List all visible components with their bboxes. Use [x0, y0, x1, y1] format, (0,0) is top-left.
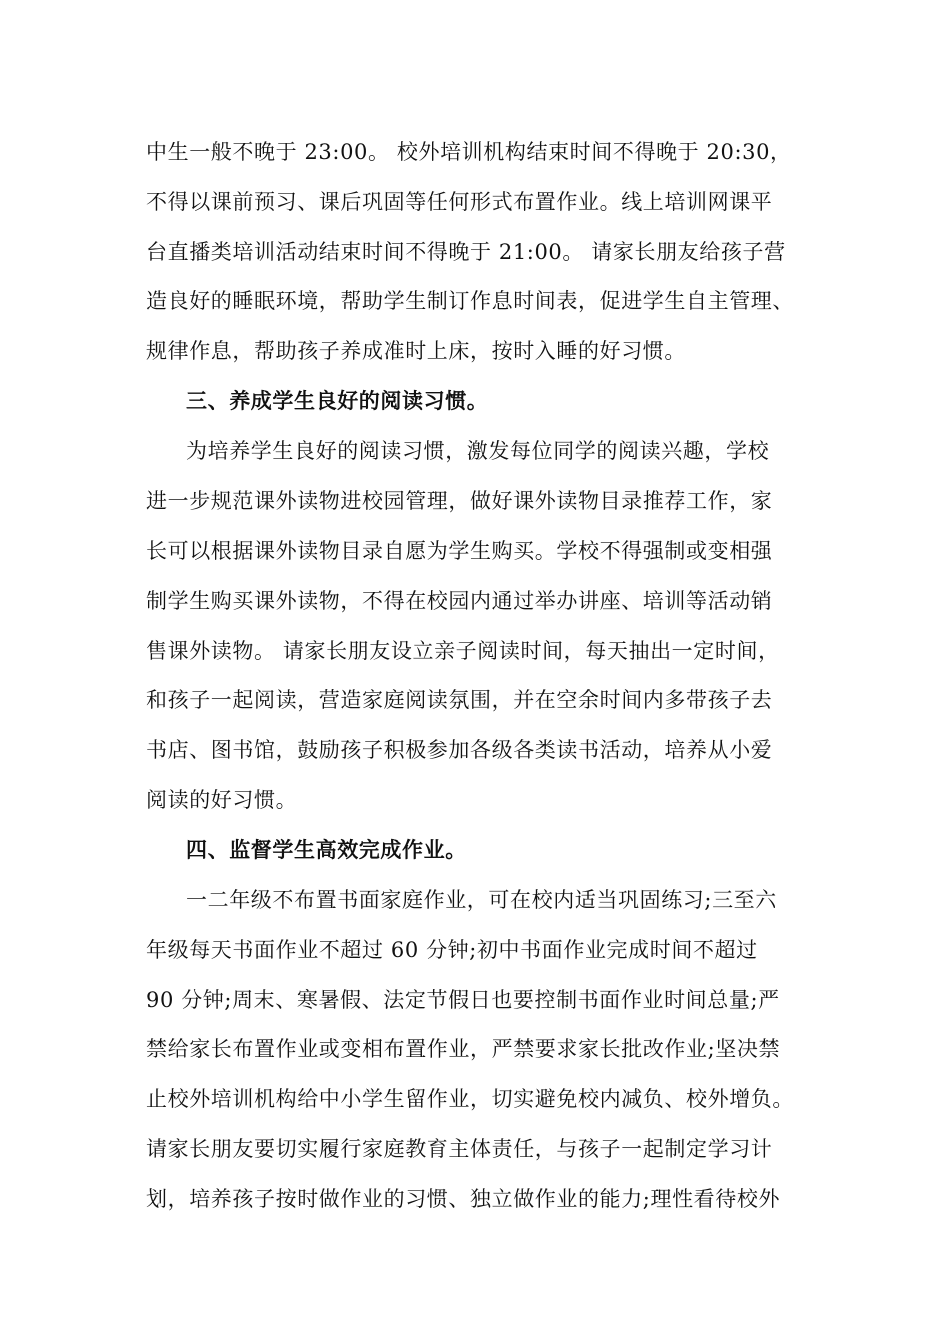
- section-heading-3: 三、养成学生良好的阅读习惯。: [186, 388, 489, 413]
- paragraph-line: 为培养学生良好的阅读习惯，激发每位同学的阅读兴趣，学校: [186, 439, 770, 463]
- paragraph-line: 进一步规范课外读物进校园管理，做好课外读物目录推荐工作，家: [146, 489, 773, 513]
- paragraph-line: 长可以根据课外读物目录自愿为学生购买。学校不得强制或变相强: [146, 539, 773, 563]
- paragraph-line: 90 分钟;周末、寒暑假、法定节假日也要控制书面作业时间总量;严: [146, 988, 780, 1012]
- paragraph-line: 请家长朋友要切实履行家庭教育主体责任，与孩子一起制定学习计: [146, 1137, 773, 1161]
- paragraph-line: 阅读的好习惯。: [146, 788, 298, 812]
- paragraph-line: 书店、图书馆，鼓励孩子积极参加各级各类读书活动，培养从小爱: [146, 738, 773, 762]
- paragraph-line: 年级每天书面作业不超过 60 分钟;初中书面作业完成时间不超过: [146, 938, 758, 962]
- paragraph-line: 售课外读物。 请家长朋友设立亲子阅读时间，每天抽出一定时间，: [146, 639, 780, 663]
- paragraph-line: 台直播类培训活动结束时间不得晚于 21:00。 请家长朋友给孩子营: [146, 240, 786, 264]
- paragraph-line: 和孩子一起阅读，营造家庭阅读氛围，并在空余时间内多带孩子去: [146, 688, 773, 712]
- paragraph-line: 规律作息，帮助孩子养成准时上床，按时入睡的好习惯。: [146, 339, 686, 363]
- paragraph-line: 划，培养孩子按时做作业的习惯、独立做作业的能力;理性看待校外: [146, 1187, 781, 1211]
- paragraph-line: 不得以课前预习、课后巩固等任何形式布置作业。线上培训网课平: [146, 190, 773, 214]
- paragraph-line: 禁给家长布置作业或变相布置作业，严禁要求家长批改作业;坚决禁: [146, 1037, 781, 1061]
- paragraph-line: 造良好的睡眠环境，帮助学生制订作息时间表，促进学生自主管理、: [146, 289, 794, 313]
- paragraph-line: 一二年级不布置书面家庭作业，可在校内适当巩固练习;三至六: [186, 888, 777, 912]
- paragraph-line: 中生一般不晚于 23:00。 校外培训机构结束时间不得晚于 20:30，: [146, 140, 792, 164]
- section-heading-4: 四、监督学生高效完成作业。: [186, 837, 467, 862]
- paragraph-line: 止校外培训机构给中小学生留作业，切实避免校内减负、校外增负。: [146, 1087, 794, 1111]
- paragraph-line: 制学生购买课外读物，不得在校园内通过举办讲座、培训等活动销: [146, 589, 773, 613]
